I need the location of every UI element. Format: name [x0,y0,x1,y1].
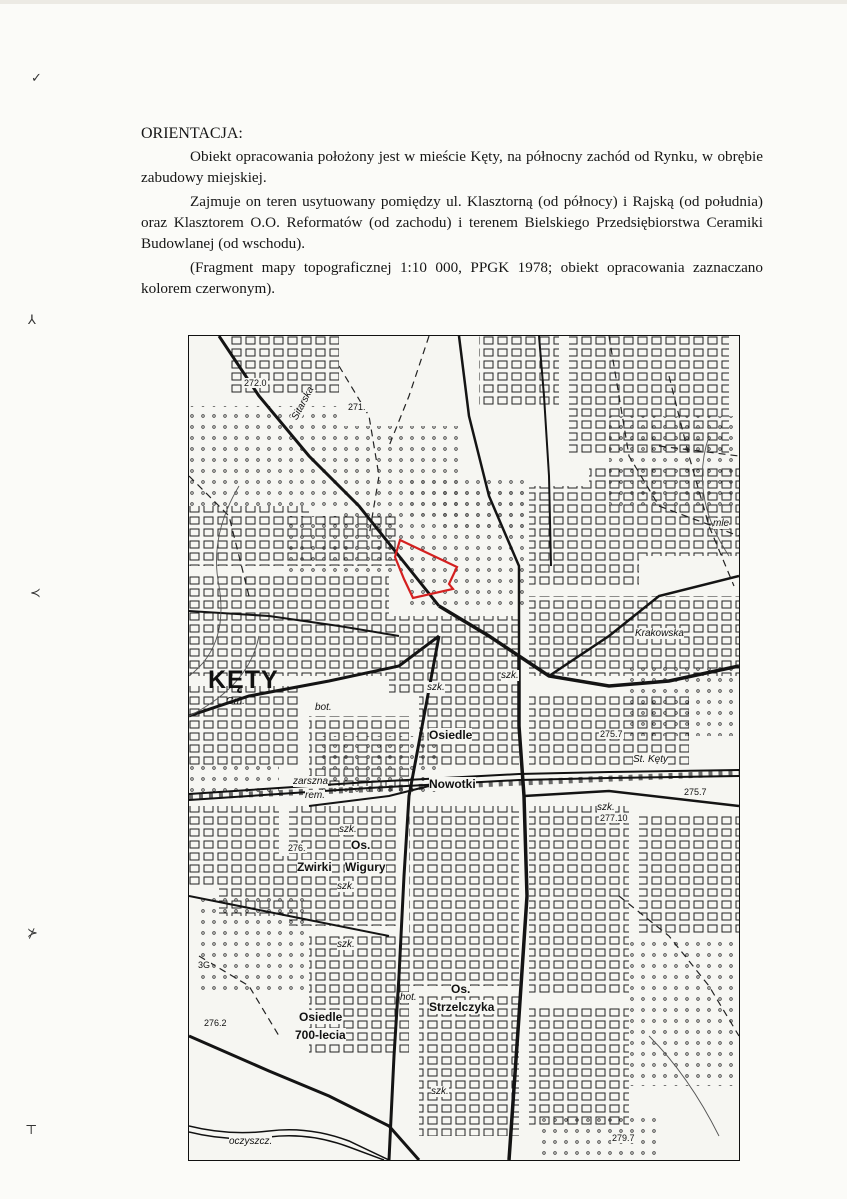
treatment-plant-label: oczyszcz. [229,1136,273,1147]
street-label: Krakowska [635,628,684,639]
paragraph-map-source: (Fragment mapy topograficznej 1:10 000, PPGK 1978; obiekt opracowania zaznaczano kolorem czerwonym). [141,259,763,297]
school-label: szk. [339,824,357,835]
elevation-label: 275.7 [684,787,707,797]
elevation-label: 276. [288,843,306,853]
margin-mark: ⊤ [25,1122,38,1137]
tannery-label: zarszna [293,776,329,787]
os-zwirki-label: Os. [351,838,371,852]
os-strzelczyka-label: Os. [451,982,471,996]
paragraph-location: Obiekt opracowania położony jest w mieście Kęty, na północny zachód od Rynku, w obrębie zabudowy miejskiej. [141,148,763,186]
map-graphic [189,336,739,1160]
elevation-label: 279.7 [612,1133,635,1143]
paragraph-boundaries: Zajmuje on teren usytuowany pomiędzy ul. Klasztorną (od północy) i Rajską (od południa) oraz Klasztorem O.O. Reformatów (od zachodu) i terenem Bielskiego Przedsiębiorstwa Ceramiki Budowlanej (od wschodu). [141,193,763,252]
margin-mark: ⊁ [27,925,38,940]
margin-mark: ≺ [30,585,41,600]
bot-label: bot. [315,702,332,713]
margin-mark: ✓ [31,70,42,85]
margin-mark: ⅄ [28,312,36,327]
osiedle-700-label: Osiedle [299,1010,343,1024]
station-label: St. Kęty [633,754,669,765]
school-label: szk. [501,670,519,681]
elevation-label: 277.10 [600,813,628,823]
mill-label: mle [713,518,730,529]
section-heading: ORIENTACJA: [141,125,243,142]
town-name-label: KĘTY [208,666,279,694]
hotel-label: hot. [400,992,417,1003]
school-label: szk. [431,1086,449,1097]
school-label: szk. [337,939,355,950]
street-label: Sitarska [289,384,317,423]
zwirki-label: Zwirki [297,860,332,874]
wigury-label: Wigury [345,860,386,874]
rem-label: rem. [305,790,325,801]
orientation-section [141,123,763,302]
school-label: szk. [427,682,445,693]
nowotki-label: Nowotki [429,777,476,791]
strzelczyka-label: Strzelczyka [429,1000,495,1014]
elevation-label: 276.2 [204,1018,227,1028]
school-label: szk. [597,802,615,813]
river [189,1126,389,1160]
scan-edge [0,0,847,4]
elevation-label: 275.7 [600,729,623,739]
topographic-map [188,335,740,1161]
municipality-label: Gm. [226,696,245,707]
elevation-label: 3G [198,960,211,970]
school-label: szk. [337,881,355,892]
elevation-label: 272.0 [244,378,267,388]
lecia-700-label: 700-lecia [295,1028,346,1042]
elevation-label: 271. [348,402,366,412]
osiedle-label: Osiedle [429,728,473,742]
